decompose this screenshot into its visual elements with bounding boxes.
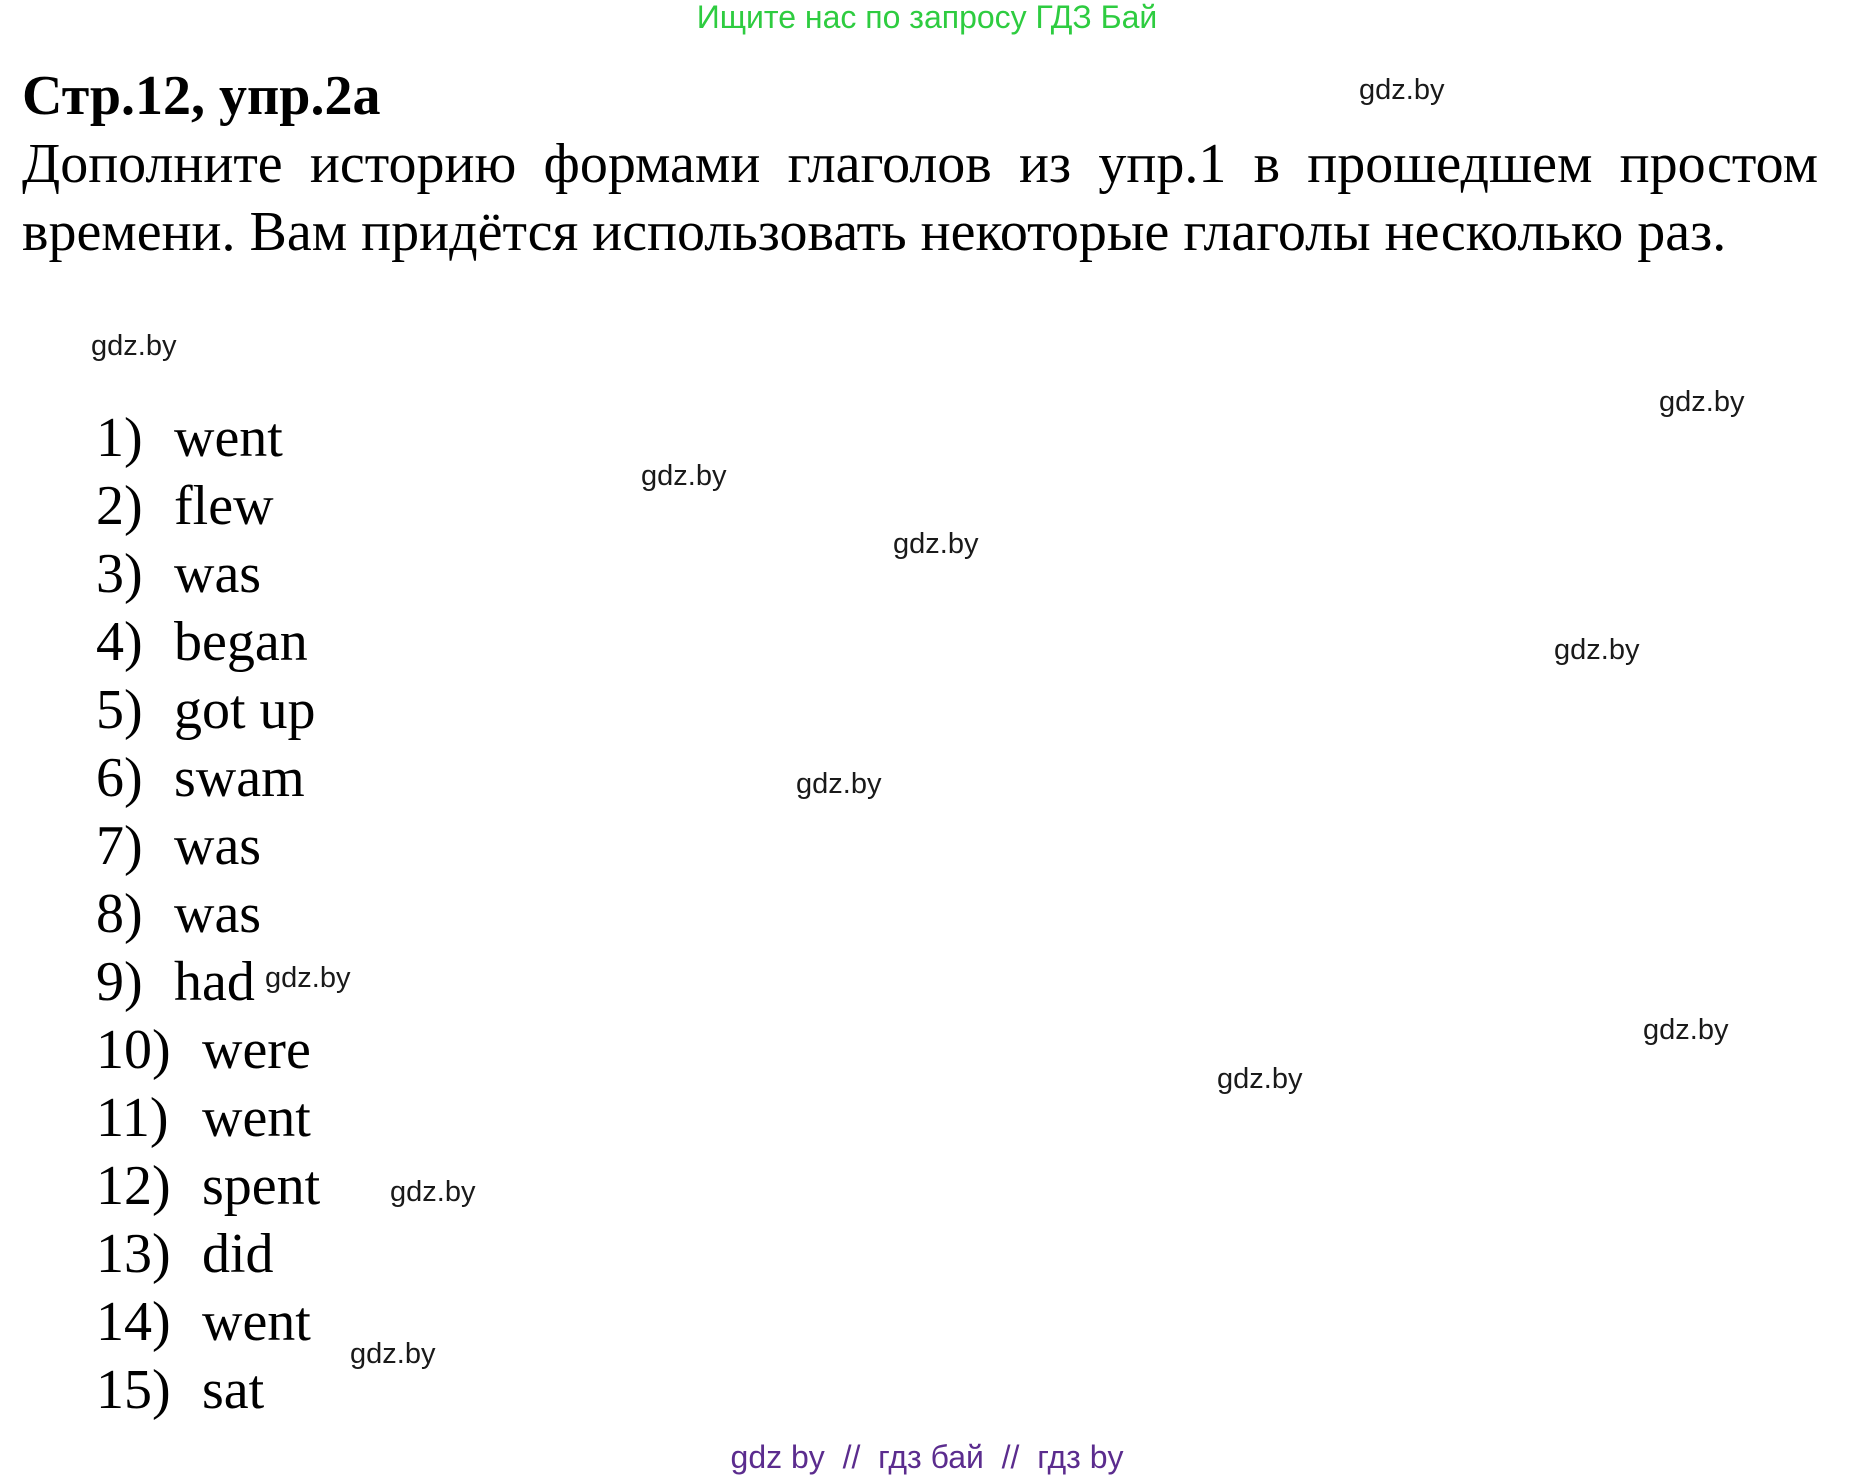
answer-number: 5) bbox=[96, 679, 143, 741]
answer-word: was bbox=[174, 883, 262, 945]
answer-word: did bbox=[202, 1223, 274, 1285]
answer-list bbox=[96, 404, 320, 1424]
answer-word: had bbox=[174, 951, 255, 1013]
answer-number: 11) bbox=[96, 1087, 169, 1149]
answer-word: got up bbox=[174, 679, 316, 741]
answer-number: 1) bbox=[96, 407, 143, 469]
exercise-instruction: Дополните историю формами глаголов из упр.1 в прошедшем простом времени. Вам придётся использовать некоторые глаголы несколько раз. bbox=[22, 133, 1818, 263]
answer-item bbox=[96, 404, 320, 472]
answer-item bbox=[96, 1084, 320, 1152]
answer-item bbox=[96, 1356, 320, 1424]
answer-item bbox=[96, 1152, 320, 1220]
answer-number: 8) bbox=[96, 883, 143, 945]
answer-item bbox=[96, 676, 320, 744]
answer-item bbox=[96, 880, 320, 948]
watermark: gdz.by bbox=[390, 1176, 476, 1208]
answer-number: 4) bbox=[96, 611, 143, 673]
answer-number: 2) bbox=[96, 475, 143, 537]
answer-item bbox=[96, 608, 320, 676]
footer-links: gdz by // гдз бай // гдз by bbox=[730, 1439, 1124, 1475]
answer-word: went bbox=[174, 407, 283, 469]
top-banner: Ищите нас по запросу ГДЗ Бай bbox=[696, 0, 1158, 35]
answer-item bbox=[96, 1288, 320, 1356]
answer-word: spent bbox=[202, 1155, 321, 1217]
watermark: gdz.by bbox=[350, 1338, 436, 1370]
answer-number: 7) bbox=[96, 815, 143, 877]
watermark: gdz.by bbox=[1217, 1063, 1303, 1095]
answer-item bbox=[96, 812, 320, 880]
watermark: gdz.by bbox=[1359, 74, 1445, 106]
answer-number: 10) bbox=[96, 1019, 171, 1081]
watermark: gdz.by bbox=[641, 460, 727, 492]
answer-item bbox=[96, 1220, 320, 1288]
answer-item bbox=[96, 1016, 320, 1084]
watermark: gdz.by bbox=[1659, 386, 1745, 418]
answer-item bbox=[96, 540, 320, 608]
answer-word: was bbox=[174, 815, 262, 877]
answer-word: sat bbox=[202, 1359, 265, 1421]
answer-word: swam bbox=[174, 747, 305, 809]
watermark: gdz.by bbox=[893, 528, 979, 560]
watermark: gdz.by bbox=[796, 768, 882, 800]
answer-word: went bbox=[202, 1291, 311, 1353]
answer-number: 12) bbox=[96, 1155, 171, 1217]
answer-item bbox=[96, 472, 320, 540]
answer-number: 9) bbox=[96, 951, 143, 1013]
answer-number: 3) bbox=[96, 543, 143, 605]
answer-word: were bbox=[202, 1019, 311, 1081]
answer-word: began bbox=[174, 611, 308, 673]
answer-word: was bbox=[174, 543, 262, 605]
watermark: gdz.by bbox=[91, 330, 177, 362]
answer-number: 13) bbox=[96, 1223, 171, 1285]
watermark: gdz.by bbox=[1554, 634, 1640, 666]
answer-word: went bbox=[202, 1087, 311, 1149]
answer-item bbox=[96, 744, 320, 812]
answer-number: 6) bbox=[96, 747, 143, 809]
answer-word: flew bbox=[174, 475, 274, 537]
watermark: gdz.by bbox=[1643, 1014, 1729, 1046]
answer-number: 14) bbox=[96, 1291, 171, 1353]
watermark: gdz.by bbox=[265, 962, 351, 994]
page-title: Стр.12, упр.2а bbox=[22, 65, 381, 127]
answer-number: 15) bbox=[96, 1359, 171, 1421]
